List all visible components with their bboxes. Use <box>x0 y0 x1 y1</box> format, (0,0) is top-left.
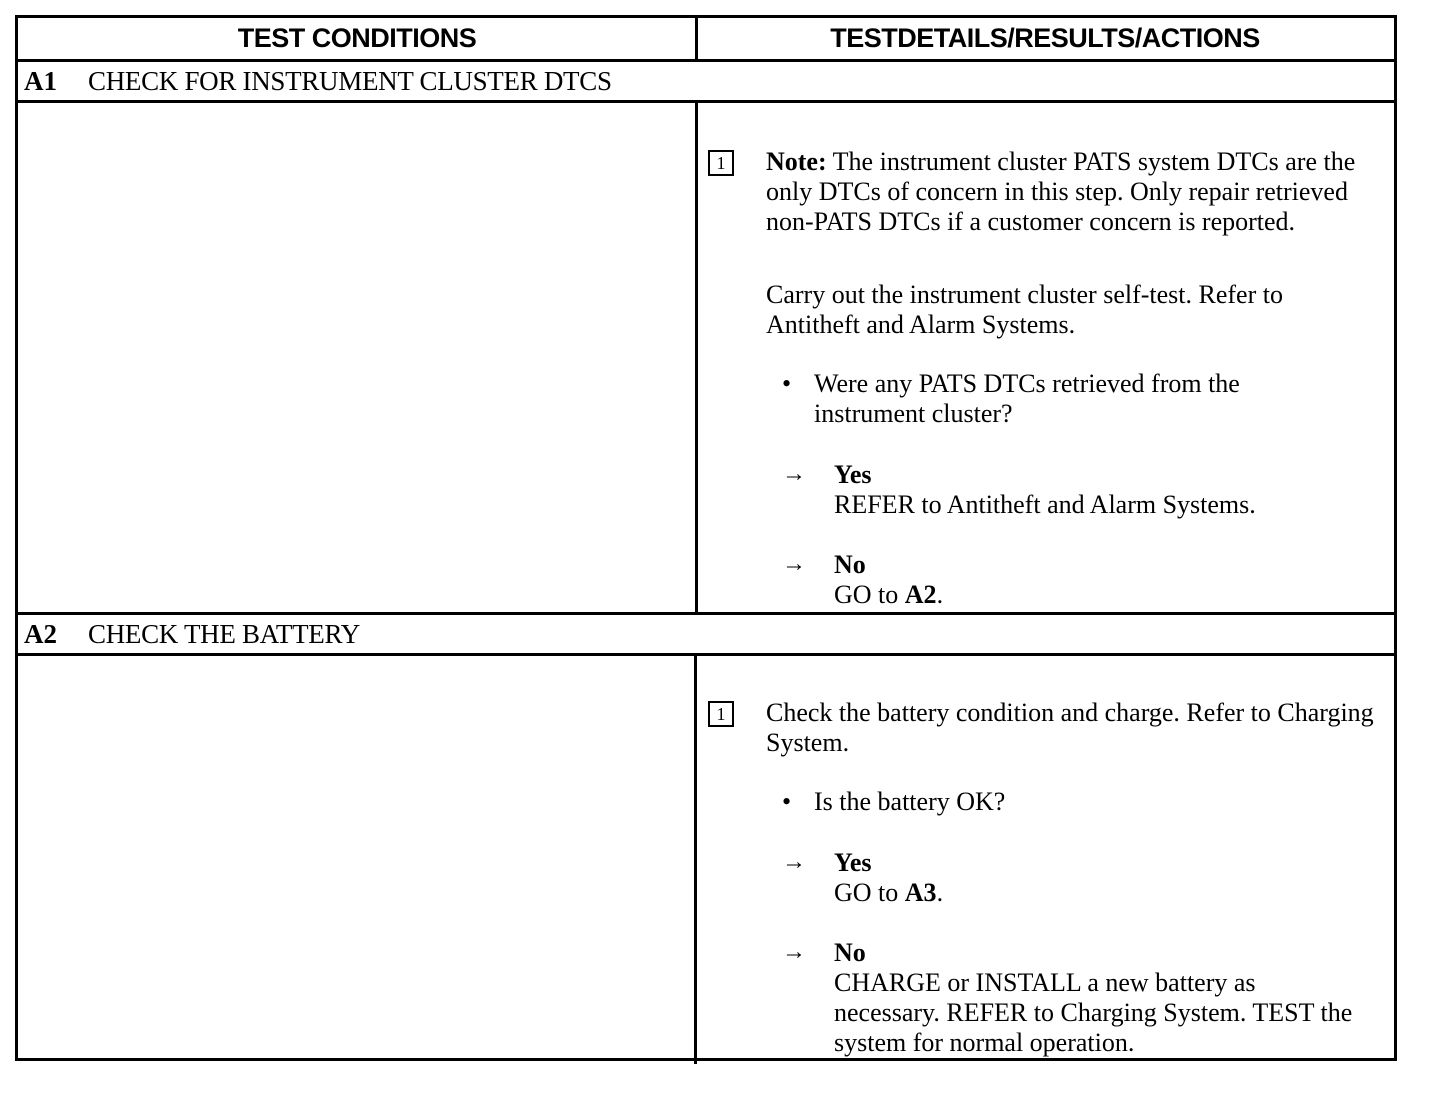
no-label: No <box>834 550 866 579</box>
step-a2-details <box>708 656 1384 1061</box>
no-label: No <box>834 938 866 967</box>
header-test-conditions: TEST CONDITIONS <box>237 23 477 53</box>
step-a1-id: A1 <box>24 65 57 96</box>
step-a1-instruction: Carry out the instrument cluster self-test. Refer to Antitheft and Alarm Systems. <box>766 280 1283 339</box>
header-test-details: TESTDETAILS/RESULTS/ACTIONS <box>830 23 1260 53</box>
column-divider <box>694 656 697 1064</box>
yes-label: Yes <box>834 460 872 489</box>
yes-action-suffix: . <box>936 878 944 907</box>
arrow-right-icon: → <box>782 939 806 965</box>
column-divider <box>695 103 698 615</box>
table-header <box>18 18 1394 62</box>
no-action-ref: A2 <box>904 580 937 609</box>
step-a1-title: CHECK FOR INSTRUMENT CLUSTER DTCS <box>88 65 612 96</box>
arrow-right-icon: → <box>782 849 806 875</box>
no-action-prefix: GO to <box>834 580 905 609</box>
bullet-icon: • <box>782 787 792 816</box>
step-a2-title: CHECK THE BATTERY <box>88 618 360 649</box>
note-text: The instrument cluster PATS system DTCs are the only DTCs of concern in this step. Only repair retrieved non-PATS DTCs if a customer concern is reported. <box>766 147 1356 236</box>
step-a2-instruction: Check the battery condition and charge. Refer to Charging System. <box>766 698 1374 757</box>
step-a2-question: Is the battery OK? <box>814 787 1006 816</box>
bullet-icon: • <box>782 369 792 398</box>
no-action: CHARGE or INSTALL a new battery as necessary. REFER to Charging System. TEST the system for normal operation. <box>834 968 1353 1057</box>
step-a2-yes <box>834 848 1354 908</box>
step-a2-no <box>834 938 1354 1058</box>
arrow-right-icon: → <box>782 461 806 487</box>
no-action-suffix: . <box>936 580 944 609</box>
yes-action-prefix: GO to <box>834 878 905 907</box>
note-label: Note: <box>766 147 827 176</box>
step-a1-yes <box>834 460 1354 520</box>
yes-action-ref: A3 <box>904 878 937 907</box>
step-a1-title-row <box>18 62 1394 100</box>
header-divider <box>695 18 698 62</box>
arrow-right-icon: → <box>782 551 806 577</box>
step-a1-details <box>708 103 1384 615</box>
step-a2-id: A2 <box>24 618 57 649</box>
step-number-box: 1 <box>708 150 734 176</box>
yes-action: REFER to Antitheft and Alarm Systems. <box>834 490 1256 519</box>
yes-label: Yes <box>834 848 872 877</box>
no-action <box>834 580 1354 610</box>
step-number-box: 1 <box>708 701 734 727</box>
step-a1-no <box>834 550 1354 610</box>
yes-action <box>834 878 1354 908</box>
diagnostic-table <box>15 15 1397 1061</box>
step-a2-title-row <box>18 615 1394 653</box>
step-a1-question: Were any PATS DTCs retrieved from the instrument cluster? <box>814 369 1240 428</box>
step-a1-note <box>766 147 1378 237</box>
